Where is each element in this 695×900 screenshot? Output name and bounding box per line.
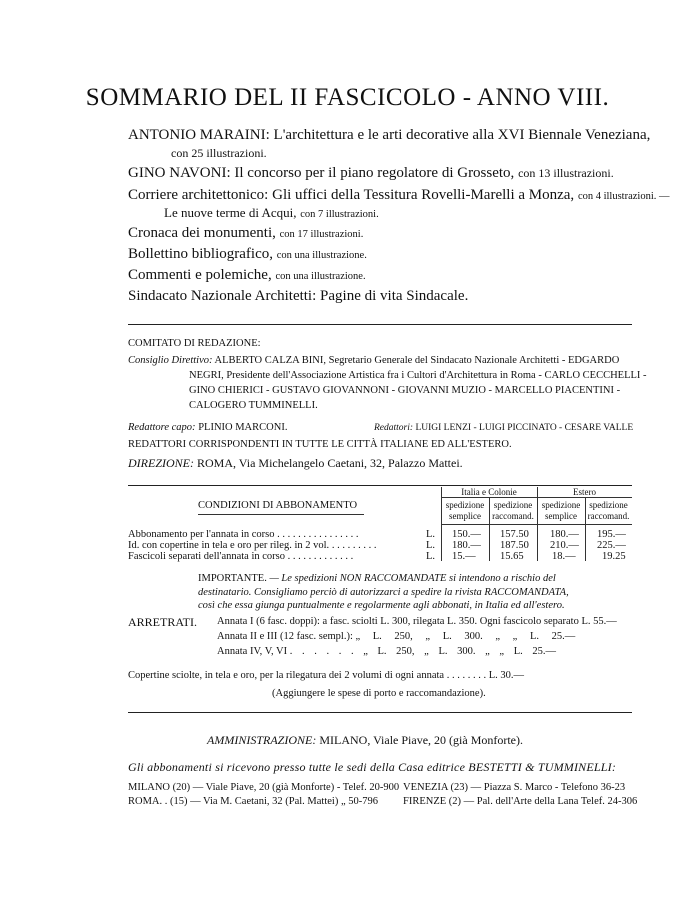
chief-editor [128, 422, 287, 433]
arretrati-line-3 [217, 646, 556, 657]
toc-note: con una illustrazione. [276, 250, 367, 261]
toc-note: con 17 illustrazioni. [279, 229, 364, 240]
divider [128, 712, 632, 713]
table-hline [441, 524, 632, 525]
arretrati-prices: „ L. 250, „ L. 300. „ „ L. 25.— [355, 631, 576, 642]
committee-board [128, 355, 619, 366]
arretrati-line-1: Annata I (6 fasc. doppi): a fasc. sciolti L. 300, rilegata L. 350. Ogni fascicolo separato L. 55.— [217, 616, 617, 627]
board-line-2: NEGRI, Presidente dell'Associazione Artistica fra i Cultori d'Architettura in Roma - CARLO CECCHELLI - [189, 370, 647, 381]
price-cell: 195.— [597, 529, 626, 540]
row-dots: . . . . . . . . . [331, 540, 377, 551]
arretrati-line-2 [217, 631, 575, 642]
toc-text: Cronaca dei monumenti, [128, 225, 276, 241]
row-currency: L. [426, 540, 436, 551]
toc-text: Pagine di vita Sindacale. [320, 288, 469, 304]
important-label: IMPORTANTE. [198, 573, 267, 584]
toc-note: con 7 illustrazioni. [300, 209, 379, 220]
administration [207, 733, 523, 748]
price-row-label [128, 540, 376, 551]
col-header: spedizione semplice [541, 500, 581, 521]
price-cell: 180.— [550, 529, 579, 540]
toc-text: Le nuove terme di Acqui, [164, 205, 297, 220]
row-label: Id. con copertine in tela e oro per rileg. in 2 vol. [128, 540, 330, 551]
toc-note: con una illustrazione. [275, 271, 366, 282]
arretrati-prices: . . . . . . „ L. 250, „ L. 300. „ „ L. 25.— [289, 646, 556, 657]
important-line-1 [198, 573, 556, 584]
price-cell: 225.— [597, 540, 626, 551]
subscriptions-info: Gli abbonamenti si ricevono presso tutte le sedi della Casa editrice BESTETTI & TUMMINELLI: [128, 760, 617, 774]
toc-text: Bollettino bibliografico, [128, 246, 273, 262]
correspondents: REDATTORI CORRISPONDENTI IN TUTTE LE CITTÀ ITALIANE ED ALL'ESTERO. [128, 439, 512, 450]
arretrati-annata: Annata IV, V, VI [217, 646, 288, 657]
office-milano: MILANO (20) — Viale Piave, 20 (già Monforte) - Telef. 20-900 [128, 782, 400, 793]
toc-entry-6 [128, 267, 366, 284]
editors-label: Redattori: [374, 423, 414, 433]
direction [128, 456, 463, 471]
price-cell: 19.25 [602, 551, 626, 562]
toc-entry-3-line2 [164, 205, 379, 222]
toc-entry-1 [128, 127, 650, 144]
direction-label: DIREZIONE: [128, 456, 194, 470]
editors-names: LUIGI LENZI - LUIGI PICCINATO - CESARE VALLE [415, 423, 634, 433]
price-cell: 18.— [552, 551, 576, 562]
toc-text: Il concorso per il piano regolatore di Grosseto, [234, 165, 515, 181]
price-cell: 150.— [452, 529, 481, 540]
toc-entry-5 [128, 246, 367, 263]
page-title: SOMMARIO DEL II FASCICOLO - ANNO VIII. [85, 84, 610, 111]
row-dots: . . . . . . . . . . . . . . . . [277, 529, 359, 540]
board-label: Consiglio Direttivo: [128, 355, 213, 366]
row-currency: L. [426, 551, 436, 562]
office-firenze: FIRENZE (2) — Pal. dell'Arte della Lana Telef. 24-306 [403, 796, 638, 807]
admin-label: AMMINISTRAZIONE: [207, 733, 317, 747]
toc-entry-1-note [171, 145, 267, 162]
important-line-2: destinatario. Consigliamo perciò di autorizzarci a spedire la rivista RACCOMANDATA, [198, 587, 569, 598]
col-header: spedizione raccomand. [492, 500, 534, 521]
toc-author: GINO NAVONI: [128, 165, 231, 181]
board-line-4: CALOGERO TUMMINELLI. [189, 400, 318, 411]
toc-text: Commenti e polemiche, [128, 267, 272, 283]
col-header: spedizione semplice [445, 500, 485, 521]
price-cell: 157.50 [500, 529, 529, 540]
board-line-3: GINO CHIERICI - GUSTAVO GIOVANNONI - GIOVANNI MUZIO - MARCELLO PIACENTINI - [189, 385, 621, 396]
toc-entry-2 [128, 165, 614, 182]
toc-entry-4 [128, 225, 363, 242]
toc-text: Gli uffici della Tessitura Rovelli-Marelli a Monza, [272, 187, 575, 203]
toc-note: con 4 illustrazioni. — [577, 191, 670, 202]
toc-author: Sindacato Nazionale Architetti: [128, 288, 317, 304]
divider [128, 324, 632, 325]
price-cell: 210.— [550, 540, 579, 551]
heading-underline [198, 514, 364, 515]
row-label: Fascicoli separati dell'annata in corso [128, 551, 286, 562]
important-text: — Le spedizioni NON RACCOMANDATE si intendono a rischio del [269, 573, 556, 584]
price-cell: 180.— [452, 540, 481, 551]
covers-line: Copertine sciolte, in tela e oro, per la rilegatura dei 2 volumi di ogni annata . . . . . . . . L. 30.— [128, 670, 524, 681]
arretrati-label: ARRETRATI. [128, 615, 197, 629]
board-line-1: ALBERTO CALZA BINI, Segretario Generale del Sindacato Nazionale Architetti - EDGARDO [214, 355, 620, 366]
subscription-heading: CONDIZIONI DI ABBONAMENTO [198, 500, 358, 511]
committee-heading: COMITATO DI REDAZIONE: [128, 338, 261, 349]
office-venezia: VENEZIA (23) — Piazza S. Marco - Telefono 36-23 [403, 782, 626, 793]
shipping-note: (Aggiungere le spese di porto e raccomandazione). [272, 688, 486, 699]
price-cell: 187.50 [500, 540, 529, 551]
toc-text: L'architettura e le arti decorative alla XVI Biennale Veneziana, [273, 127, 651, 143]
col-header: spedizione raccomand. [587, 500, 630, 521]
chief-label: Redattore capo: [128, 422, 196, 433]
row-dots: . . . . . . . . . . . . . [287, 551, 354, 562]
price-cell: 15.— [452, 551, 476, 562]
admin-address: MILANO, Viale Piave, 20 (già Monforte). [319, 733, 524, 747]
group-abroad: Estero [573, 487, 596, 497]
arretrati-annata: Annata II e III (12 fasc. sempl.): [217, 631, 353, 642]
price-row-label [128, 529, 359, 540]
divider [128, 485, 632, 486]
important-line-3: così che essa giunga puntualmente e regolarmente agli abbonati, in Italia ed all'estero. [198, 600, 565, 611]
direction-address: ROMA, Via Michelangelo Caetani, 32, Palazzo Mattei. [197, 456, 463, 470]
editors [374, 423, 633, 433]
toc-note: con 13 illustrazioni. [518, 166, 614, 180]
row-currency: L. [426, 529, 436, 540]
price-row-label [128, 551, 353, 562]
chief-name: PLINIO MARCONI. [198, 422, 288, 433]
toc-note: con 25 illustrazioni. [171, 146, 267, 160]
group-italy: Italia e Colonie [461, 487, 517, 497]
toc-author: ANTONIO MARAINI: [128, 127, 270, 143]
toc-author: Corriere architettonico: [128, 187, 269, 203]
toc-entry-3 [128, 187, 670, 204]
toc-entry-7 [128, 288, 468, 305]
row-label: Abbonamento per l'annata in corso [128, 529, 275, 540]
price-cell: 15.65 [500, 551, 524, 562]
office-roma: ROMA. . (15) — Via M. Caetani, 32 (Pal. Mattei) „ 50-796 [128, 796, 378, 807]
